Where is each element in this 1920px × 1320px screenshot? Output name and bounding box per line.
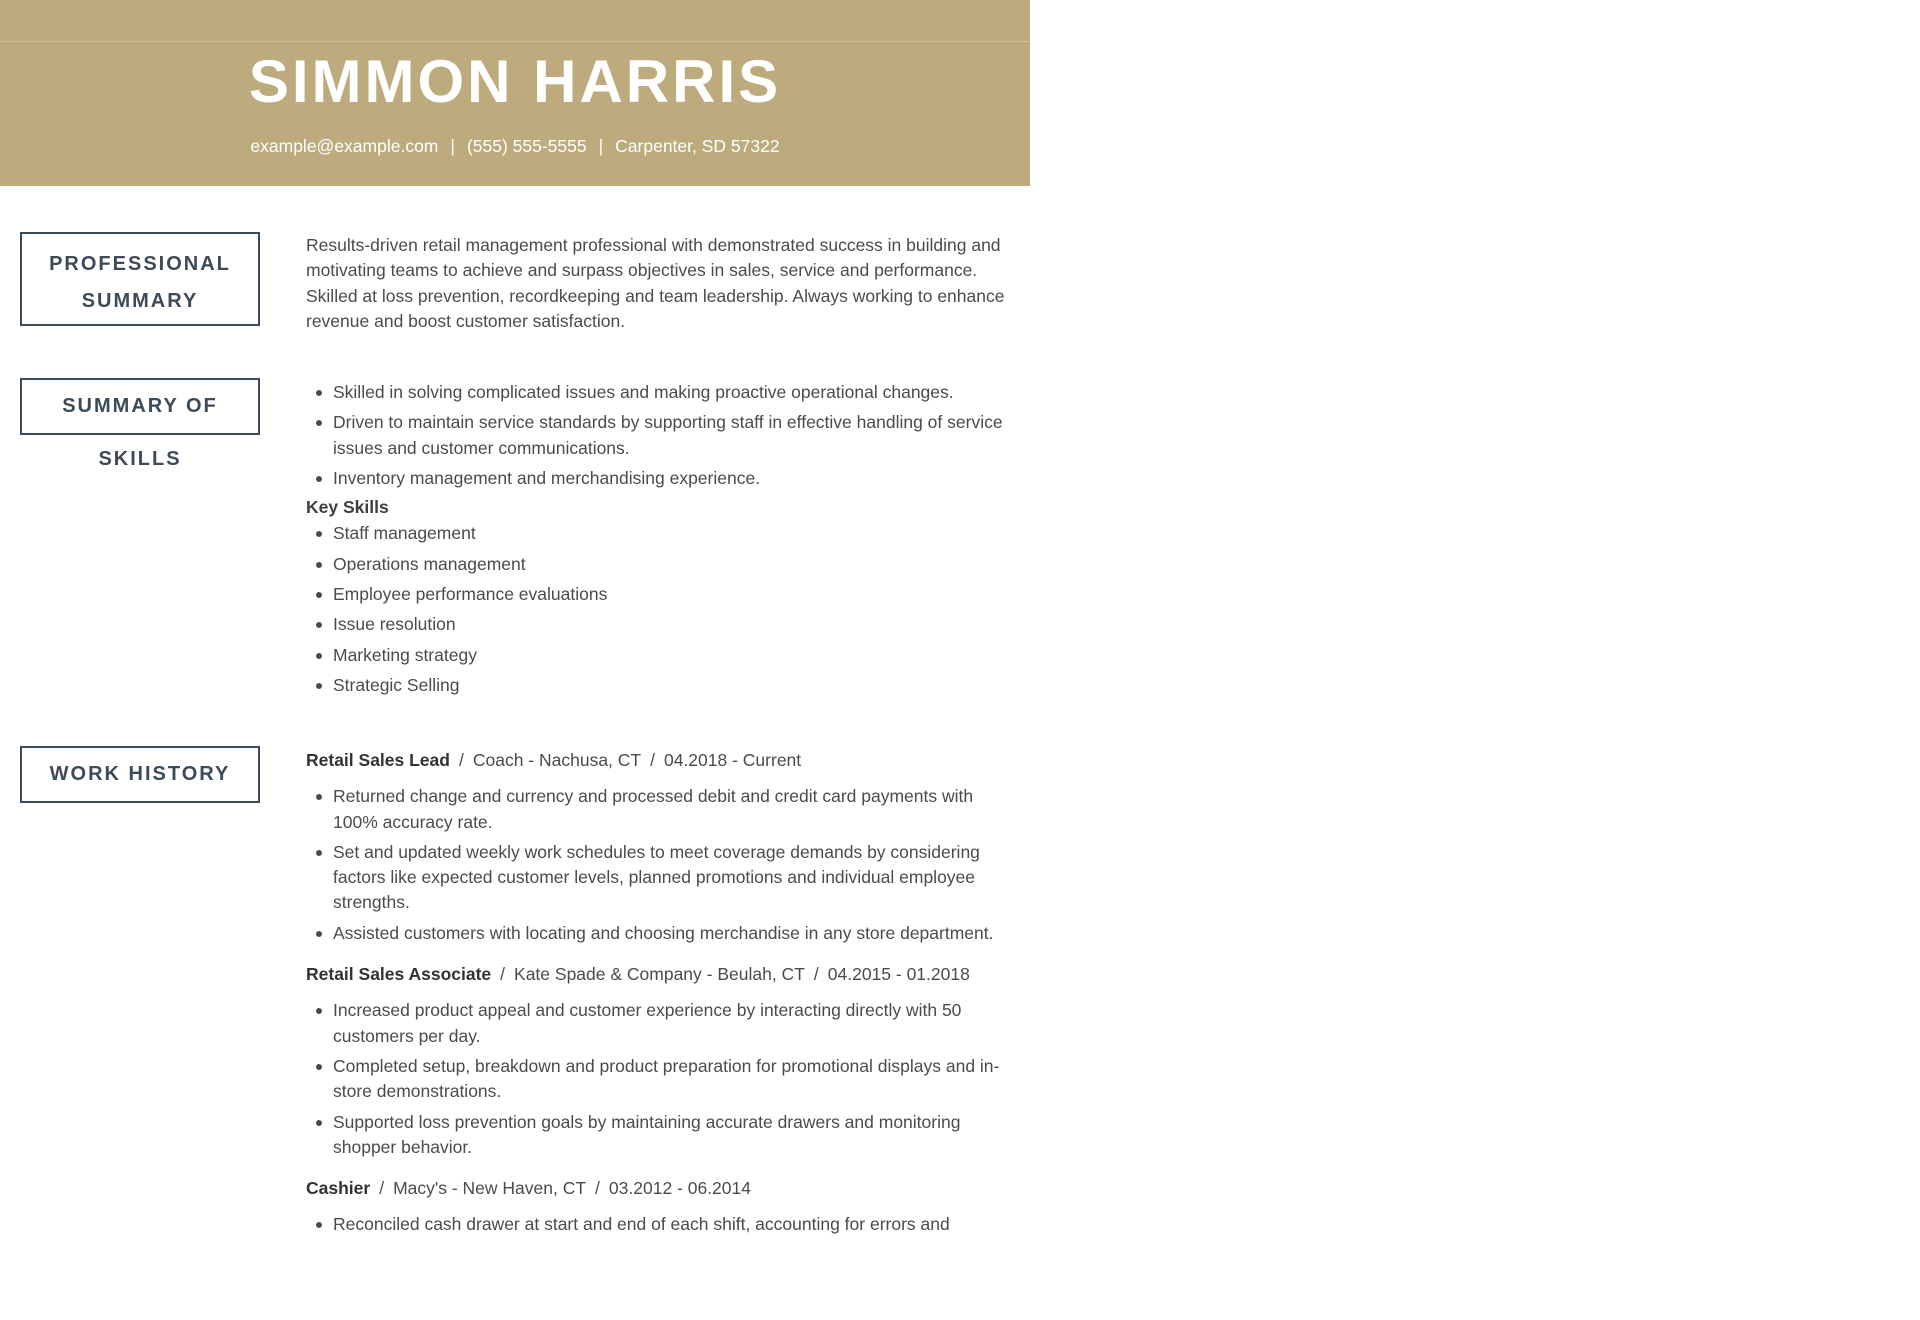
list-item: Issue resolution <box>306 612 1006 637</box>
professional-summary-text: Results-driven retail management professional with demonstrated success in building and motivating teams to achieve and surpass objectives in sales, service and performance. Skilled at loss prevention, recordkeeping and team leadership. Always working to enhance revenue and boost customer satisfaction. <box>306 235 1005 331</box>
list-item: Skilled in solving complicated issues and making proactive operational changes. <box>306 380 1006 405</box>
list-item: Employee performance evaluations <box>306 582 1006 607</box>
list-item: Increased product appeal and customer experience by interacting directly with 50 customers per day. <box>306 998 1006 1049</box>
job-company: Kate Spade & Company - Beulah, CT <box>514 964 805 985</box>
job-separator: / <box>650 750 655 770</box>
list-item: Inventory management and merchandising experience. <box>306 466 1006 491</box>
list-item: Assisted customers with locating and choosing merchandise in any store department. <box>306 921 1006 946</box>
section-heading-work-history: WORK HISTORY <box>20 746 260 803</box>
list-item: Reconciled cash drawer at start and end of each shift, accounting for errors and <box>306 1212 1006 1237</box>
list-item: Returned change and currency and processed debit and credit card payments with 100% accuracy rate. <box>306 784 1006 835</box>
list-item: Marketing strategy <box>306 643 1006 668</box>
contact-separator: | <box>598 136 604 156</box>
section-heading-professional-summary <box>20 232 260 326</box>
job-header <box>306 1176 1006 1201</box>
job-header <box>306 962 1006 987</box>
work-history-content <box>306 748 1006 1254</box>
list-item: Operations management <box>306 552 1006 577</box>
job-entry <box>306 962 1006 1160</box>
section-heading-skills: SUMMARY OF SKILLS <box>20 378 260 435</box>
key-skills-title: Key Skills <box>306 497 389 518</box>
list-item: Driven to maintain service standards by supporting staff in effective handling of service issues and customer communications. <box>306 410 1006 461</box>
contact-phone: (555) 555-5555 <box>466 136 587 156</box>
contact-separator: | <box>450 136 455 156</box>
job-title: Retail Sales Lead <box>306 750 450 770</box>
candidate-name: SIMMON HARRIS <box>248 48 782 115</box>
job-separator: / <box>458 750 464 770</box>
list-item: Strategic Selling <box>306 673 1006 698</box>
section-heading-line: PROFESSIONAL <box>49 253 231 275</box>
list-item: Supported loss prevention goals by maintaining accurate drawers and monitoring shopper behavior. <box>306 1110 1006 1161</box>
contact-location: Carpenter, SD 57322 <box>615 136 780 156</box>
skills-summary-list <box>306 380 1006 491</box>
list-item: Completed setup, breakdown and product preparation for promotional displays and in-store demonstrations. <box>306 1054 1006 1105</box>
contact-email: example@example.com <box>250 136 439 156</box>
job-company: Coach - Nachusa, CT <box>472 750 642 770</box>
job-bullets <box>306 784 1006 946</box>
job-header <box>306 748 1006 773</box>
key-skills-list <box>306 521 1006 698</box>
resume-header <box>0 0 1030 186</box>
job-entry <box>306 748 1006 946</box>
job-dates: 04.2015 - 01.2018 <box>827 964 970 985</box>
header-divider <box>0 41 1030 42</box>
contact-line <box>0 134 1030 158</box>
job-separator: / <box>379 1178 385 1199</box>
job-dates: 03.2012 - 06.2014 <box>608 1178 751 1199</box>
skills-content <box>306 380 1006 703</box>
job-separator: / <box>500 964 506 985</box>
list-item: Set and updated weekly work schedules to meet coverage demands by considering factors like expected customer levels, planned promotions and individual employee strengths. <box>306 840 1006 916</box>
job-dates: 04.2018 - Current <box>663 750 802 770</box>
job-bullets <box>306 998 1006 1160</box>
job-company: Macy's - New Haven, CT <box>393 1178 587 1199</box>
job-title: Retail Sales Associate <box>306 964 492 985</box>
job-entry <box>306 1176 1006 1238</box>
section-heading-line: SUMMARY <box>81 290 199 312</box>
job-bullets <box>306 1212 1006 1237</box>
job-separator: / <box>813 964 819 985</box>
job-title: Cashier <box>306 1178 371 1199</box>
job-separator: / <box>595 1178 600 1199</box>
list-item: Staff management <box>306 521 1006 546</box>
